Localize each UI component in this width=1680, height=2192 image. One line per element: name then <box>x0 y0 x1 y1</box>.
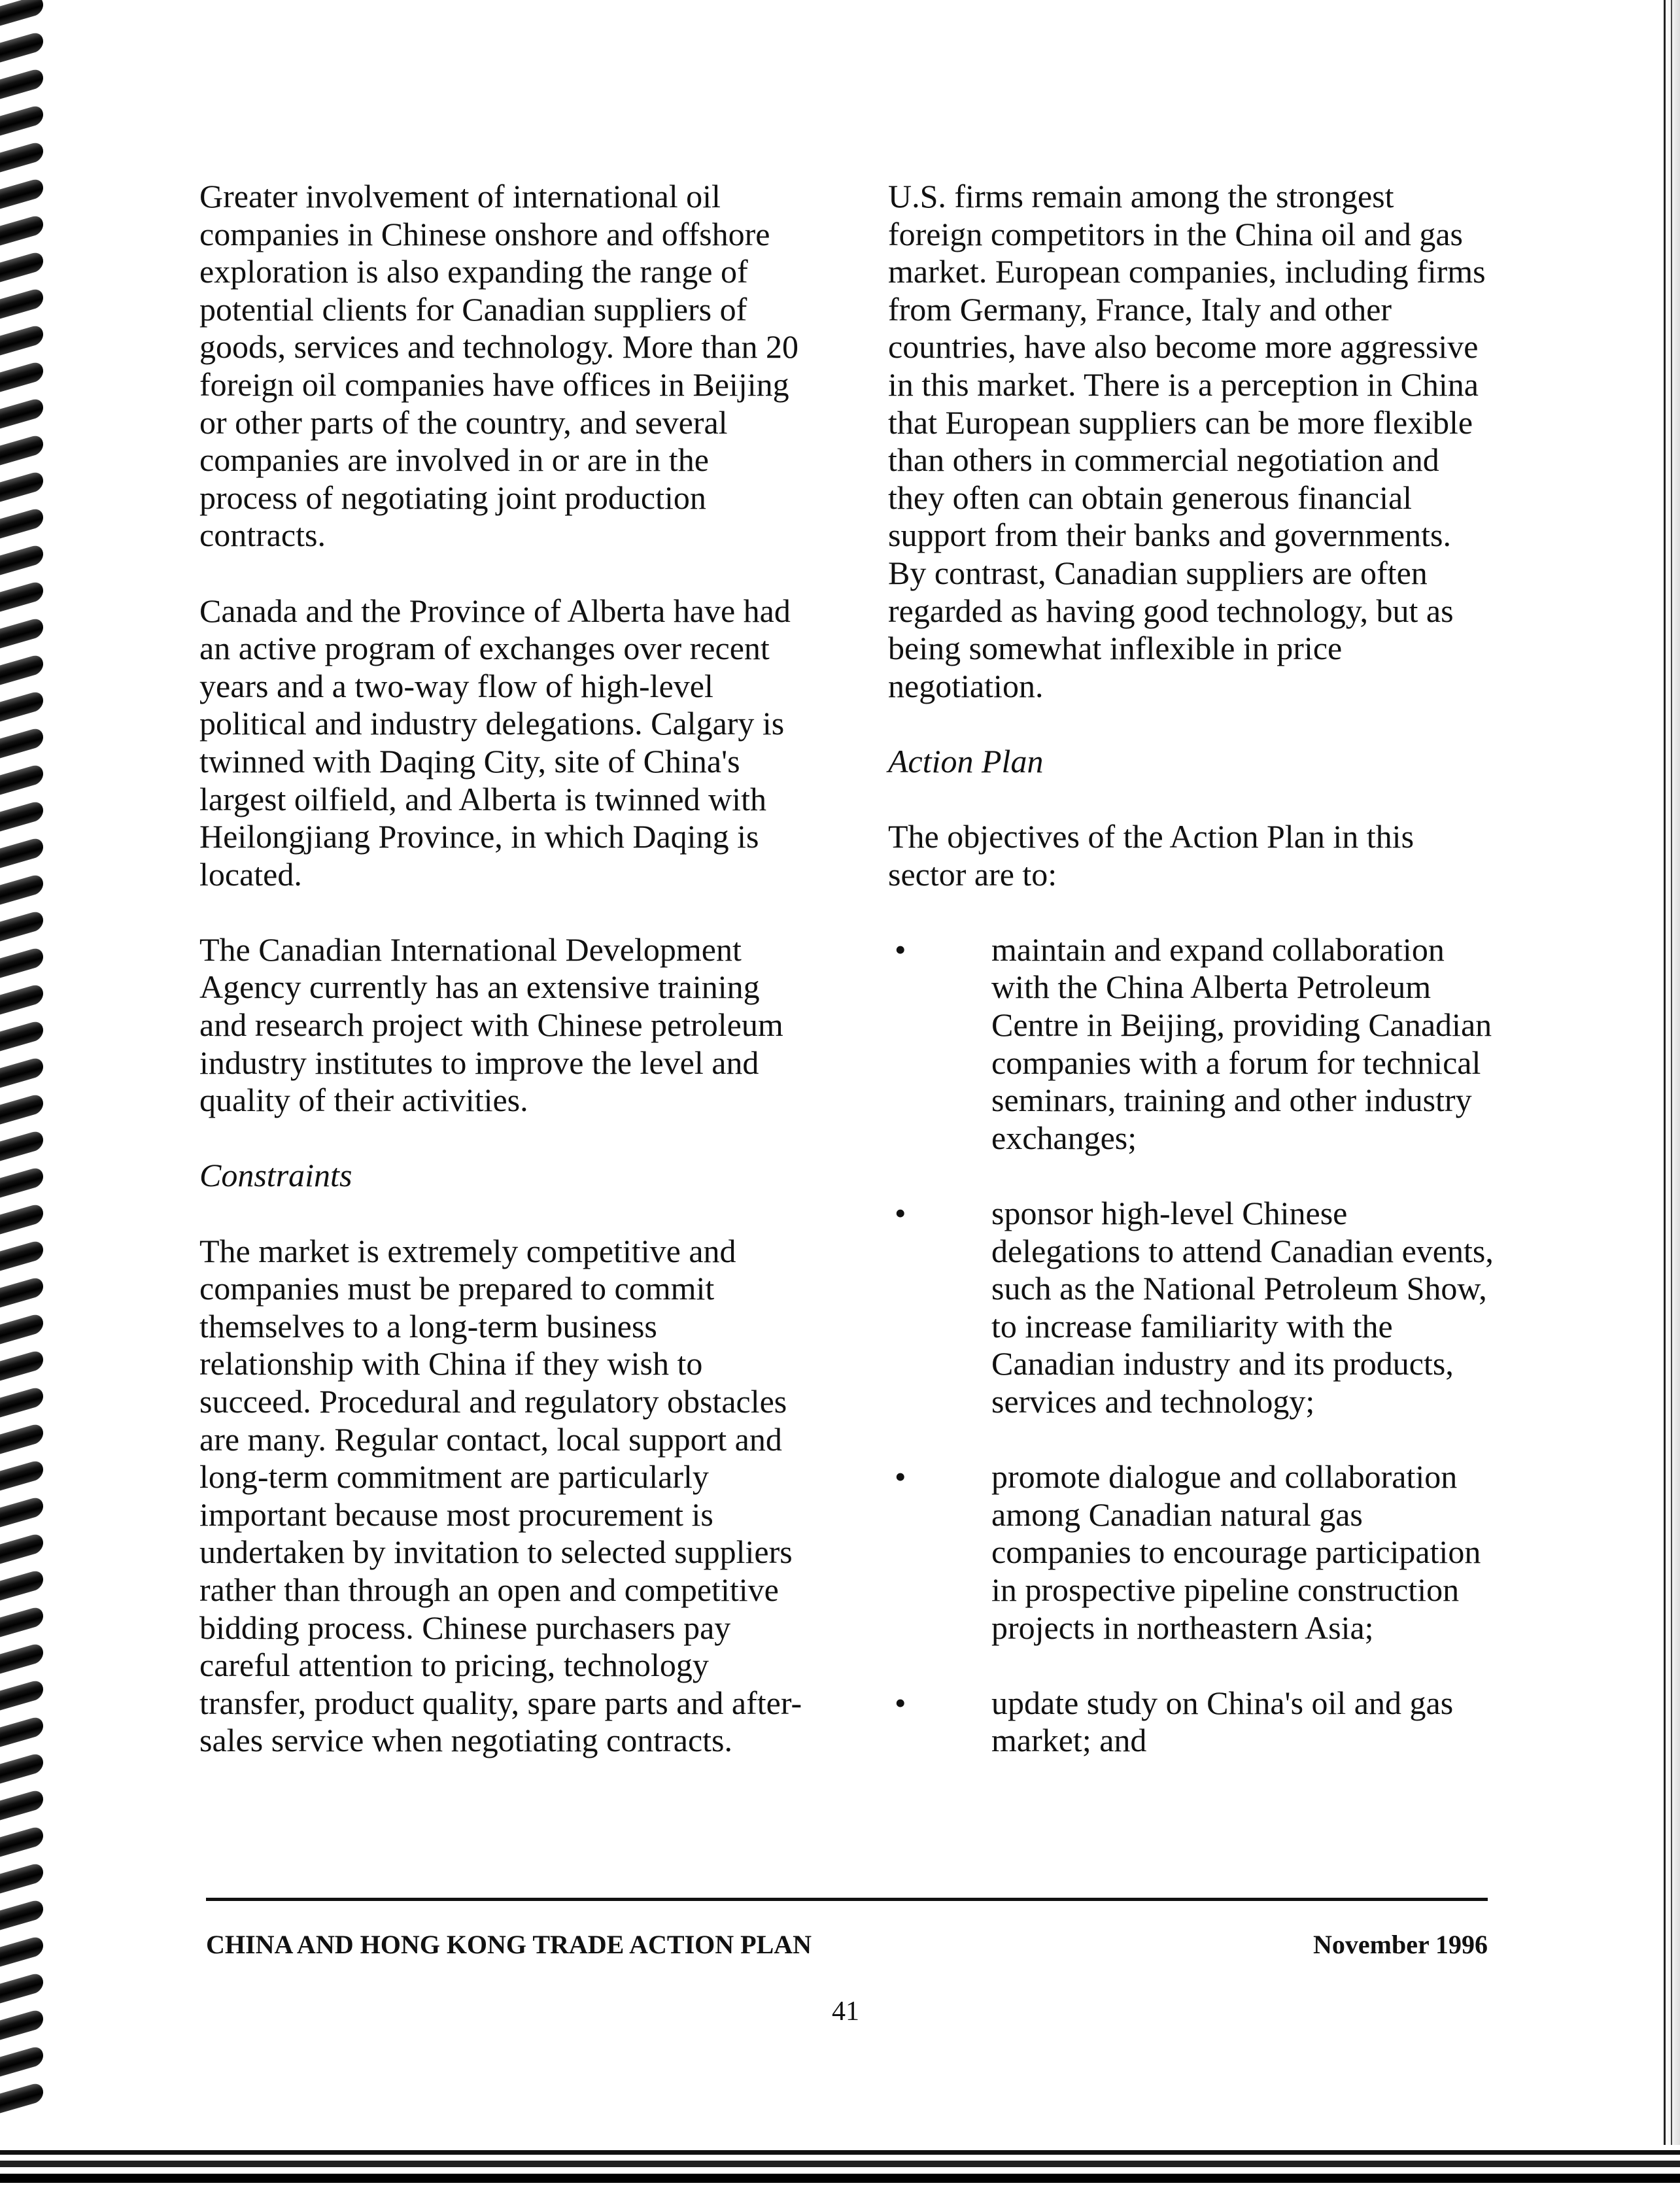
binding-coil <box>0 470 43 502</box>
binding-coil <box>0 1935 43 1967</box>
binding-coil <box>0 653 43 685</box>
left-column <box>199 178 814 1798</box>
footer-date: November 1996 <box>1313 1930 1488 1959</box>
binding-coil <box>0 1056 43 1088</box>
binding-coil <box>0 1789 43 1821</box>
binding-coil <box>0 1129 43 1161</box>
binding-coil <box>0 1019 43 1052</box>
binding-coil <box>0 1459 43 1491</box>
binding-coil <box>0 287 43 319</box>
binding-coil <box>0 1898 43 1930</box>
binding-coil <box>0 141 43 173</box>
binding-coil <box>0 763 43 795</box>
binding-coil <box>0 690 43 722</box>
paragraph-market-competitive: The market is extremely competitive and companies must be prepared to commit themselves to a long-term business relationship with China if they wish to succeed. Procedural and regulatory obstacles are many. Regular contact, local support and long-term commitment are particularly important because most procurement is undertaken by invitation to selected suppliers rather than through an open and competitive bidding process. Chinese purchasers pay careful attention to pricing, technology transfer, product quality, spare parts and after-sales service when negotiating contracts. <box>199 1232 802 1759</box>
binding-coil <box>0 983 43 1015</box>
binding-coil <box>0 2008 43 2040</box>
footer-title: CHINA AND HONG KONG TRADE ACTION PLAN <box>206 1930 812 1959</box>
page-edge-right <box>1664 0 1680 2192</box>
binding-coil <box>0 1862 43 1894</box>
binding-coil <box>0 1825 43 1857</box>
bullet-item <box>888 1685 1496 1760</box>
binding-coil <box>0 507 43 539</box>
bullet-text: maintain and expand collaboration with the China Alberta Petroleum Centre in Beijing, providing Canadian companies with a forum for technical seminars, training and other industry exchanges; <box>991 931 1492 1156</box>
bullet-item <box>888 1458 1496 1647</box>
binding-coil <box>0 2045 43 2077</box>
binding-coil <box>0 0 43 26</box>
bullet-item <box>888 1195 1496 1421</box>
bullet-text: update study on China's oil and gas market; and <box>991 1684 1454 1759</box>
binding-coil <box>0 1605 43 1637</box>
binding-coil <box>0 1276 43 1308</box>
page-edge-bottom <box>0 2145 1680 2192</box>
spiral-binding <box>0 0 52 2192</box>
paragraph-cida-project: The Canadian International Development Agency currently has an extensive training and research project with Chinese petroleum industry institutes to improve the level and quality of their activities. <box>199 931 783 1119</box>
bullet-text: promote dialogue and collaboration among Canadian natural gas companies to encourage participation in prospective pipeline construction projects in northeastern Asia; <box>991 1458 1481 1646</box>
binding-coil <box>0 1496 43 1528</box>
binding-coil <box>0 1349 43 1381</box>
bullet-icon: • <box>895 1195 906 1232</box>
binding-coil <box>0 800 43 832</box>
binding-coil <box>0 434 43 466</box>
paragraph-objectives-intro: The objectives of the Action Plan in this sector are to: <box>888 818 1414 893</box>
bullet-item <box>888 931 1496 1157</box>
binding-coil <box>0 1569 43 1601</box>
paragraph-foreign-competitors: U.S. firms remain among the strongest foreign competitors in the China oil and gas market. European companies, including firms from Germany, France, Italy and other countries, have also become more aggressive in this market. There is a perception in China that European suppliers can be more flexible than others in commercial negotiation and they often can obtain generous financial support from their banks and governments. By contrast, Canadian suppliers are often regarded as having good technology, but as being somewhat inflexible in price negotiation. <box>888 178 1486 704</box>
binding-coil <box>0 1715 43 1747</box>
binding-coil <box>0 67 43 99</box>
binding-coil <box>0 360 43 392</box>
binding-coil <box>0 1422 43 1454</box>
bullet-icon: • <box>895 1684 906 1721</box>
binding-coil <box>0 1386 43 1418</box>
binding-coil <box>0 324 43 356</box>
paragraph-canada-alberta-exchanges: Canada and the Province of Alberta have had an active program of exchanges over recent years and a two-way flow of high-level political and industry delegations. Calgary is twinned with Daqing City, site of China's largest oilfield, and Alberta is twinned with Heilongjiang Province, in which Daqing is located. <box>199 592 791 893</box>
binding-coil <box>0 1166 43 1198</box>
binding-coil <box>0 1972 43 2004</box>
binding-coil <box>0 177 43 209</box>
binding-coil <box>0 910 43 942</box>
binding-coil <box>0 1532 43 1564</box>
binding-coil <box>0 946 43 978</box>
binding-coil <box>0 104 43 136</box>
binding-coil <box>0 1679 43 1711</box>
paragraph-intl-oil-companies: Greater involvement of international oil companies in Chinese onshore and offshore exploration is also expanding the range of potential clients for Canadian suppliers of goods, services and technology. More than 20 foreign oil companies have offices in Beijing or other parts of the country, and several companies are involved in or are in the process of negotiating joint production contracts. <box>199 178 798 554</box>
bullet-icon: • <box>895 931 906 968</box>
page-number: 41 <box>832 1996 859 2027</box>
binding-coil <box>0 1312 43 1344</box>
binding-coil <box>0 873 43 905</box>
binding-coil <box>0 1203 43 1235</box>
heading-constraints: Constraints <box>199 1157 352 1194</box>
binding-coil <box>0 617 43 649</box>
binding-coil <box>0 1239 43 1271</box>
binding-coil <box>0 543 43 575</box>
binding-coil <box>0 31 43 63</box>
bullet-text: sponsor high-level Chinese delegations to attend Canadian events, such as the National Petroleum Show, to increase familiarity with the Canadian industry and its products, services and technology; <box>991 1195 1494 1420</box>
binding-coil <box>0 836 43 868</box>
binding-coil <box>0 1642 43 1674</box>
right-column <box>888 178 1496 1798</box>
binding-coil <box>0 1093 43 1125</box>
binding-coil <box>0 580 43 612</box>
binding-coil <box>0 1752 43 1784</box>
binding-coil <box>0 250 43 283</box>
footer-rule <box>206 1898 1488 1901</box>
binding-coil <box>0 397 43 429</box>
bullet-icon: • <box>895 1458 906 1496</box>
binding-coil <box>0 214 43 246</box>
binding-coil <box>0 2081 43 2114</box>
binding-coil <box>0 727 43 759</box>
heading-action-plan: Action Plan <box>888 742 1044 779</box>
